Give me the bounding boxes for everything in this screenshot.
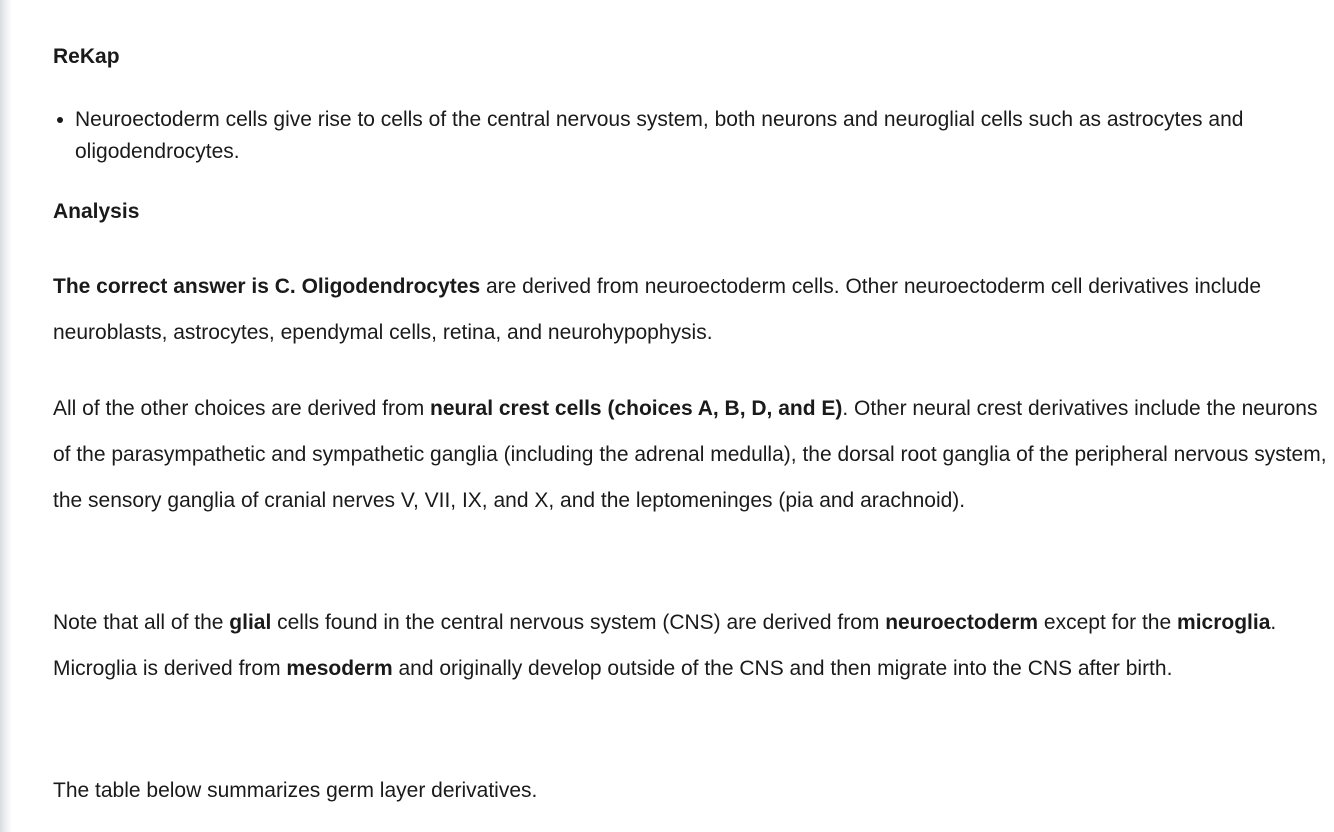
rekap-heading: ReKap xyxy=(53,45,120,68)
analysis-paragraph-correct-answer: The correct answer is C. Oligodendrocytes are derived from neuroectoderm cells. Other neuroectoderm cell derivatives include neuroblasts, astrocytes, ependymal cells, retina, and neurohypophysis. xyxy=(53,275,1262,344)
rekap-list xyxy=(53,104,1328,168)
analysis-paragraph-neural-crest: All of the other choices are derived from neural crest cells (choices A, B, D, and E). Other neural crest derivatives include the neurons of the parasympathetic and sympathetic ganglia (including the adrenal medulla), the dorsal root ganglia of the peripheral nervous system, the sensory ganglia of cranial nerves V, VII, IX, and X, and the leptomeninges (pia and arachnoid). xyxy=(53,397,1327,512)
analysis-paragraph-table-intro: The table below summarizes germ layer derivatives. xyxy=(53,779,538,802)
correct-answer-text: The correct answer is C. Oligodendrocytes xyxy=(53,275,481,298)
analysis-heading: Analysis xyxy=(53,200,140,223)
rekap-bullet: Neuroectoderm cells give rise to cells of the central nervous system, both neurons and neuroglial cells such as astrocytes and oligodendrocytes. xyxy=(53,104,1328,168)
left-panel-shadow xyxy=(0,0,12,832)
analysis-paragraph-glial-note: Note that all of the glial cells found in the central nervous system (CNS) are derived from neuroectoderm except for the microglia. Microglia is derived from mesoderm and originally develop outside of the CNS and then migrate into the CNS after birth. xyxy=(53,611,1277,680)
neural-crest-emphasis: neural crest cells (choices A, B, D, and E) xyxy=(430,397,843,420)
